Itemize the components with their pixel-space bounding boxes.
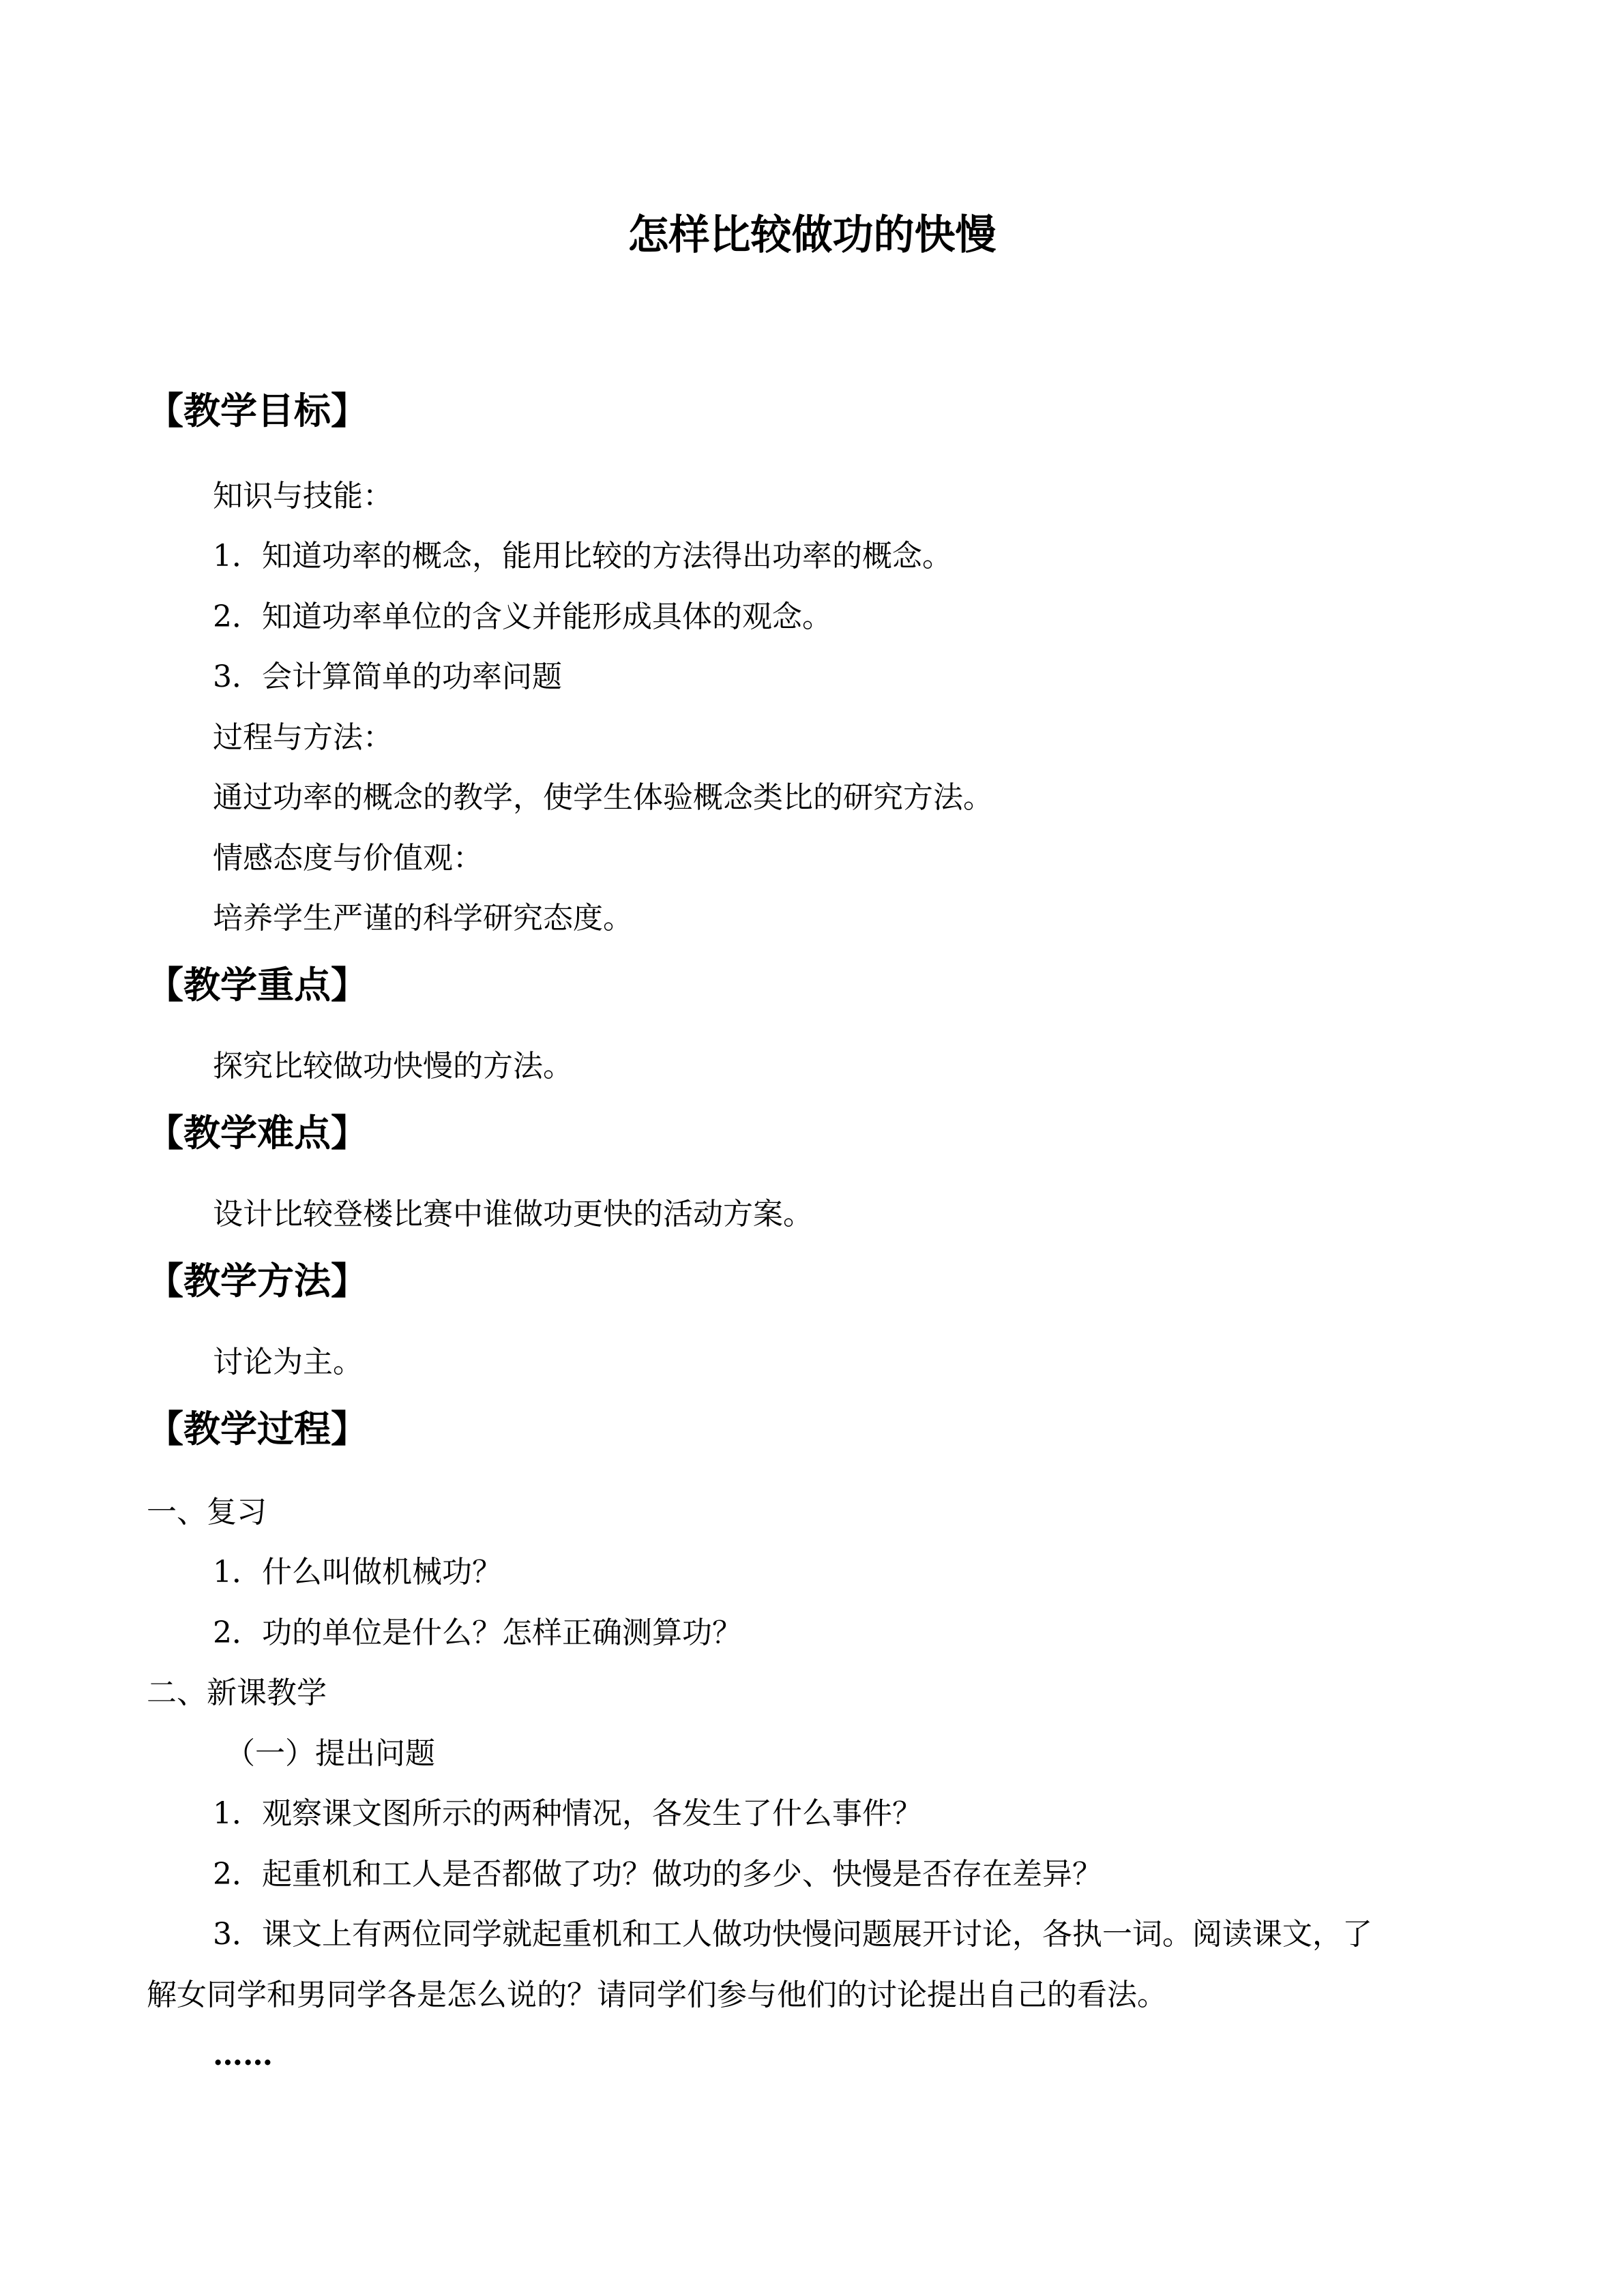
question-item: 3．课文上有两位同学就起重机和工人做功快慢问题展开讨论，各执一词。阅读课文，了 — [213, 1917, 1372, 1952]
question-item: 1．观察课文图所示的两种情况，各发生了什么事件？ — [213, 1796, 922, 1831]
key-point-text: 探究比较做功快慢的方法。 — [213, 1049, 573, 1084]
new-lesson-title: 二、新课教学 — [147, 1675, 327, 1710]
knowledge-item: 1．知道功率的概念，能用比较的方法得出功率的概念。 — [213, 539, 952, 573]
ellipsis: …… — [213, 2038, 273, 2072]
knowledge-label: 知识与技能： — [213, 479, 393, 513]
heading-key-point: 【教学重点】 — [147, 964, 368, 1007]
attitude-label: 情感态度与价值观： — [213, 841, 483, 876]
question-item: 2．起重机和工人是否都做了功？做功的多少、快慢是否存在差异？ — [213, 1857, 1102, 1892]
knowledge-item: 3．会计算简单的功率问题 — [213, 659, 562, 694]
subsection-title: （一）提出问题 — [225, 1736, 435, 1771]
question-item-continuation: 解女同学和男同学各是怎么说的？请同学们参与他们的讨论提出自己的看法。 — [147, 1978, 1167, 2012]
review-item: 1．什么叫做机械功？ — [213, 1555, 502, 1590]
heading-objectives: 【教学目标】 — [147, 389, 368, 432]
process-method-text: 通过功率的概念的教学，使学生体验概念类比的研究方法。 — [213, 780, 993, 815]
review-item: 2．功的单位是什么？怎样正确测算功？ — [213, 1615, 742, 1650]
method-text: 讨论为主。 — [213, 1345, 363, 1380]
heading-process: 【教学过程】 — [147, 1407, 368, 1450]
heading-method: 【教学方法】 — [147, 1259, 368, 1302]
heading-difficulty: 【教学难点】 — [147, 1112, 368, 1154]
knowledge-item: 2．知道功率单位的含义并能形成具体的观念。 — [213, 599, 832, 634]
difficulty-text: 设计比较登楼比赛中谁做功更快的活动方案。 — [213, 1197, 813, 1232]
process-method-label: 过程与方法： — [213, 720, 393, 755]
review-title: 一、复习 — [147, 1495, 267, 1530]
document-title: 怎样比较做功的快慢 — [628, 211, 996, 259]
attitude-text: 培养学生严谨的科学研究态度。 — [213, 901, 633, 936]
